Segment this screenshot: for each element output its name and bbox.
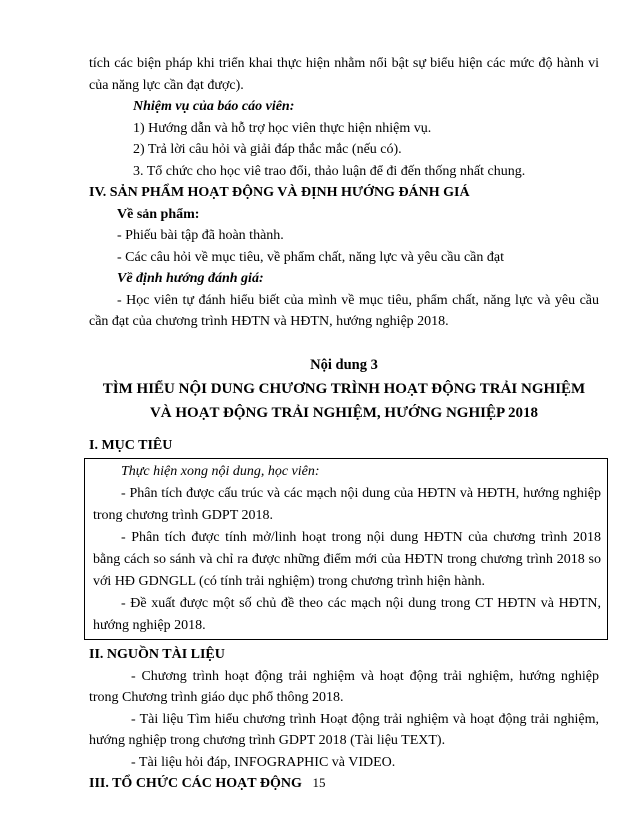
resource-item: - Chương trình hoạt động trải nghiệm và hoạt động trải nghiệm, hướng nghiệp trong Chương trình giáo dục phổ thông 2018. xyxy=(89,668,599,705)
evaluation-text: - Học viên tự đánh hiểu biết của mình về mục tiêu, phẩm chất, năng lực và yêu cầu cần đạt của chương trình HĐTN và HĐTN, hướng nghiệp 2018. xyxy=(89,292,599,329)
objectives-box xyxy=(84,458,608,640)
content-3-title-block xyxy=(89,353,599,425)
resource-item: - Tài liệu hỏi đáp, INFOGRAPHIC và VIDEO. xyxy=(131,754,396,770)
product-item: - Phiếu bài tập đã hoàn thành. xyxy=(117,228,284,243)
reporter-task-item: 3. Tổ chức cho học viê trao đổi, thảo luận để đi đến thống nhất chung. xyxy=(133,163,526,179)
objective-item: - Phân tích được cấu trúc và các mạch nội dung của HĐTN và HĐTH, hướng nghiệp trong chương trình GDPT 2018. xyxy=(93,486,601,523)
content-3-label: Nội dung 3 xyxy=(310,356,378,373)
reporter-task-heading: Nhiệm vụ của báo cáo viên: xyxy=(133,99,295,114)
evaluation-label: Về định hướng đánh giá: xyxy=(117,271,264,286)
content-3-title-line-2: VÀ HOẠT ĐỘNG TRẢI NGHIỆM, HƯỚNG NGHIỆP 2018 xyxy=(149,404,539,421)
document-page xyxy=(89,53,599,795)
paragraph-continuation: tích các biện pháp khi triển khai thực hiện nhằm nổi bật sự biểu hiện các mức độ hành vi của năng lực cần đạt được). xyxy=(89,56,599,93)
section-iii-heading: III. TỔ CHỨC CÁC HOẠT ĐỘNG xyxy=(89,776,302,791)
objectives-intro: Thực hiện xong nội dung, học viên: xyxy=(121,464,320,479)
reporter-task-item: 2) Trả lời câu hỏi và giải đáp thắc mắc (nếu có). xyxy=(133,142,402,157)
resource-item: - Tài liệu Tìm hiểu chương trình Hoạt động trải nghiệm và hoạt động trải nghiệm, hướng nghiệp trong chương trình GDPT 2018 (Tài liệu TEXT). xyxy=(89,711,599,748)
section-i-heading: I. MỤC TIÊU xyxy=(89,437,173,453)
product-label: Về sản phẩm: xyxy=(117,206,200,222)
reporter-task-item: 1) Hướng dẫn và hỗ trợ học viên thực hiện nhiệm vụ. xyxy=(133,120,432,136)
page-number: 15 xyxy=(312,775,326,790)
content-3-title-line-1: TÌM HIỂU NỘI DUNG CHƯƠNG TRÌNH HOẠT ĐỘNG TRẢI NGHIỆM xyxy=(102,380,586,397)
product-item: - Các câu hỏi về mục tiêu, về phẩm chất, năng lực và yêu cầu cần đạt xyxy=(117,249,504,265)
section-ii-heading: II. NGUỒN TÀI LIỆU xyxy=(89,647,225,662)
section-iv-heading: IV. SẢN PHẨM HOẠT ĐỘNG VÀ ĐỊNH HƯỚNG ĐÁNH GIÁ xyxy=(89,185,470,200)
objective-item: - Phân tích được tính mở/linh hoạt trong nội dung HĐTN của chương trình 2018 bằng cách so sánh và chỉ ra được những điểm mới của HĐTN trong chương trình 2018 so với HĐ GDNGLL (có tính trải nghiệm) trong chương trình hiện hành. xyxy=(93,530,601,589)
objective-item: - Đề xuất được một số chủ đề theo các mạch nội dung trong CT HĐTN và HĐTN, hướng nghiệp 2018. xyxy=(93,596,601,633)
